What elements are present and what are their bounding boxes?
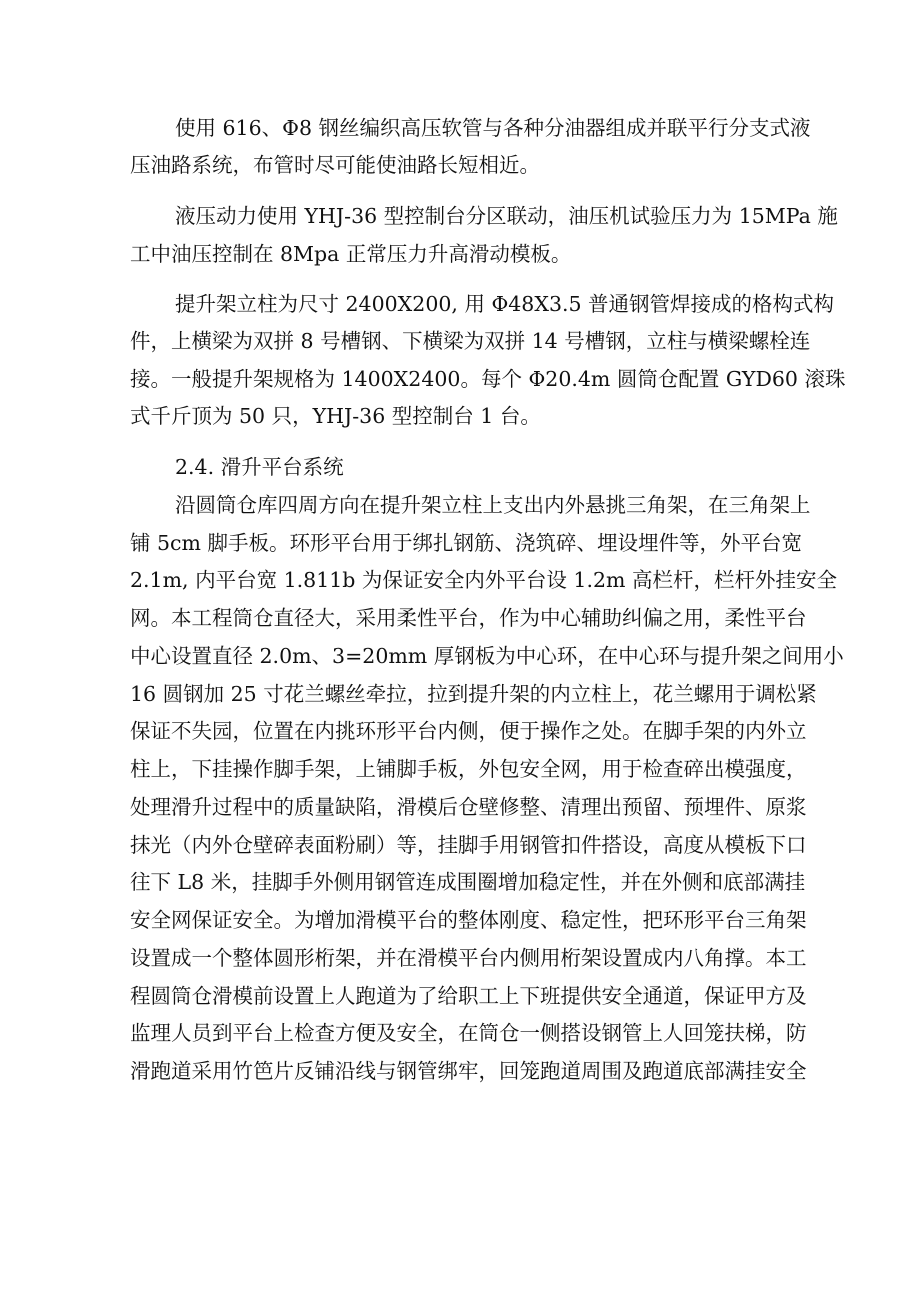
paragraph-5-line-9: 处理滑升过程中的质量缺陷，滑模后仓壁修整、清理出预留、预埋件、原浆 bbox=[130, 795, 807, 819]
paragraph-5-line-13: 设置成一个整体圆形桁架，并在滑模平台内侧用桁架设置成内八角撑。本工 bbox=[130, 946, 807, 970]
paragraph-5-line-15: 监理人员到平台上检查方便及安全，在筒仓一侧搭设钢管上人回笼扶梯，防 bbox=[130, 1021, 807, 1045]
paragraph-2-line-1: 液压动力使用 YHJ-36 型控制台分区联动，油压机试验压力为 15MPa 施 bbox=[175, 204, 838, 228]
paragraph-1-line-2: 压油路系统，布管时尽可能使油路长短相近。 bbox=[130, 153, 540, 177]
paragraph-1-line-1: 使用 616、Φ8 钢丝编织高压软管与各种分油器组成并联平行分支式液 bbox=[175, 116, 811, 140]
paragraph-3-line-1: 提升架立柱为尺寸 2400X200, 用 Φ48X3.5 普通钢管焊接成的格构式构 bbox=[175, 292, 835, 316]
paragraph-2-line-2: 工中油压控制在 8Mpa 正常压力升高滑动模板。 bbox=[130, 242, 572, 266]
paragraph-5-line-10: 抹光（内外仓壁碎表面粉刷）等，挂脚手用钢管扣件搭设，高度从模板下口 bbox=[130, 833, 807, 857]
paragraph-5-line-7: 保证不失园，位置在内挑环形平台内侧，便于操作之处。在脚手架的内外立 bbox=[130, 719, 807, 743]
paragraph-5-line-2: 铺 5cm 脚手板。环形平台用于绑扎钢筋、浇筑碎、埋设埋件等，外平台宽 bbox=[130, 531, 802, 555]
paragraph-5-line-1: 沿圆筒仓库四周方向在提升架立柱上支出内外悬挑三角架，在三角架上 bbox=[175, 493, 811, 517]
paragraph-5-line-16: 滑跑道采用竹笆片反铺沿线与钢管绑牢，回笼跑道周围及跑道底部满挂安全 bbox=[130, 1059, 807, 1083]
paragraph-3-line-3: 接。一般提升架规格为 1400X2400。每个 Φ20.4m 圆筒仓配置 GYD60 滚珠 bbox=[130, 367, 846, 391]
paragraph-5-line-11: 往下 L8 米，挂脚手外侧用钢管连成围圈增加稳定性，并在外侧和底部满挂 bbox=[130, 870, 806, 894]
section-heading: 2.4. 滑升平台系统 bbox=[175, 455, 344, 479]
paragraph-5-line-4: 网。本工程筒仓直径大，采用柔性平台，作为中心辅助纠偏之用，柔性平台 bbox=[130, 606, 807, 630]
paragraph-5-line-6: 16 圆钢加 25 寸花兰螺丝牵拉，拉到提升架的内立柱上，花兰螺用于调松紧 bbox=[130, 682, 817, 706]
paragraph-5-line-8: 柱上，下挂操作脚手架，上铺脚手板，外包安全网，用于检查碎出模强度， bbox=[130, 757, 807, 781]
paragraph-3-line-2: 件，上横梁为双拼 8 号槽钢、下横梁为双拼 14 号槽钢，立柱与横梁螺栓连 bbox=[130, 329, 811, 353]
paragraph-5-line-5: 中心设置直径 2.0m、3=20mm 厚钢板为中心环，在中心环与提升架之间用小 bbox=[130, 644, 844, 668]
paragraph-5-line-14: 程圆筒仓滑模前设置上人跑道为了给职工上下班提供安全通道，保证甲方及 bbox=[130, 984, 807, 1008]
paragraph-5-line-12: 安全网保证安全。为增加滑模平台的整体刚度、稳定性，把环形平台三角架 bbox=[130, 908, 807, 932]
paragraph-3-line-4: 式千斤顶为 50 只，YHJ-36 型控制台 1 台。 bbox=[130, 404, 541, 428]
paragraph-5-line-3: 2.1m, 内平台宽 1.811b 为保证安全内外平台设 1.2m 高栏杆，栏杆外挂安全 bbox=[130, 568, 837, 592]
